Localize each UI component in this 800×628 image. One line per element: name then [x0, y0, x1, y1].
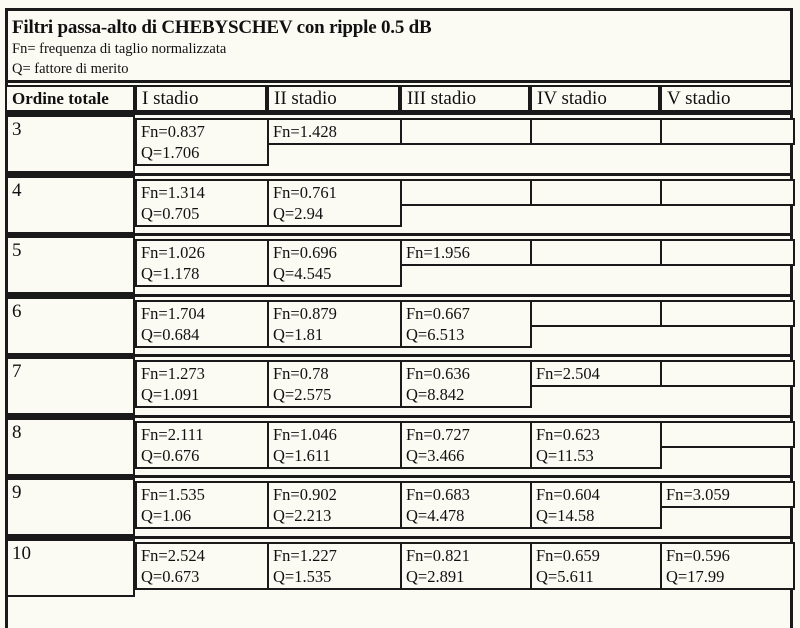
stage-cell	[135, 239, 269, 287]
stage-cell	[267, 421, 402, 469]
stage-cell	[530, 542, 662, 590]
row-order-label: 6	[5, 297, 135, 355]
q-value: Q=14.58	[536, 506, 595, 525]
q-value: Q=1.706	[141, 143, 200, 162]
q-value: Q=2.213	[273, 506, 332, 525]
fn-value: Fn=2.111	[141, 425, 204, 444]
q-value: Q=1.178	[141, 264, 200, 283]
q-value: Q=8.842	[406, 385, 465, 404]
stage-cell	[267, 300, 402, 348]
q-value: Q=1.611	[273, 446, 331, 465]
q-value: Q=17.99	[666, 567, 725, 586]
fn-value: Fn=0.667	[406, 304, 470, 323]
stage-cell	[135, 179, 269, 227]
q-value: Q=6.513	[406, 325, 465, 344]
stage-cell	[267, 239, 402, 287]
fn-value: Fn=0.902	[273, 485, 337, 504]
fn-value: Fn=1.026	[141, 243, 205, 262]
q-value: Q=0.705	[141, 204, 200, 223]
empty-stage-cell	[400, 179, 532, 206]
divider	[5, 80, 793, 83]
empty-stage-cell	[530, 239, 662, 266]
row-order-label: 5	[5, 236, 135, 294]
empty-stage-cell	[400, 118, 532, 145]
stage-cell	[135, 542, 269, 590]
fn-value: Fn=1.046	[273, 425, 337, 444]
row-order-label: 10	[5, 539, 135, 597]
stage-cell	[267, 542, 402, 590]
q-value: Q=0.684	[141, 325, 200, 344]
q-value: Q=11.53	[536, 446, 594, 465]
stage-cell	[135, 118, 269, 166]
fn-value: Fn=0.683	[406, 485, 470, 504]
q-value: Q=4.545	[273, 264, 332, 283]
q-value: Q=2.891	[406, 567, 465, 586]
q-value: Q=4.478	[406, 506, 465, 525]
fn-value: Fn=2.524	[141, 546, 205, 565]
fn-value: Fn=1.956	[406, 243, 470, 262]
stage-cell	[135, 360, 269, 408]
stage-cell	[400, 360, 532, 408]
q-value: Q=1.81	[273, 325, 324, 344]
q-value: Q=5.611	[536, 567, 594, 586]
q-value: Q=3.466	[406, 446, 465, 465]
fn-value: Fn=1.314	[141, 183, 205, 202]
q-value: Q=1.535	[273, 567, 332, 586]
fn-value: Fn=0.837	[141, 122, 205, 141]
stage-cell	[530, 481, 662, 529]
empty-stage-cell	[530, 300, 662, 327]
stage-cell	[400, 239, 532, 266]
stage-cell	[267, 360, 402, 408]
fn-value: Fn=1.704	[141, 304, 205, 323]
row-order-label: 7	[5, 357, 135, 415]
table-title: Filtri passa-alto di CHEBYSCHEV con ripple 0.5 dB	[12, 17, 432, 38]
row-order-label: 9	[5, 478, 135, 536]
stage-cell	[135, 300, 269, 348]
q-value: Q=1.06	[141, 506, 192, 525]
fn-value: Fn=2.504	[536, 364, 600, 383]
empty-stage-cell	[660, 118, 795, 145]
q-value: Q=2.575	[273, 385, 332, 404]
fn-value: Fn=1.273	[141, 364, 205, 383]
q-value: Q=0.673	[141, 567, 200, 586]
stage-cell	[530, 360, 662, 387]
fn-value: Fn=0.596	[666, 546, 730, 565]
stage-cell	[267, 481, 402, 529]
q-value: Q=1.091	[141, 385, 200, 404]
header-stadio-2: II stadio	[267, 85, 400, 112]
stage-cell	[400, 481, 532, 529]
empty-stage-cell	[660, 239, 795, 266]
fn-value: Fn=0.727	[406, 425, 470, 444]
stage-cell	[267, 118, 402, 145]
fn-value: Fn=0.659	[536, 546, 600, 565]
stage-cell	[267, 179, 402, 227]
stage-cell	[530, 421, 662, 469]
fn-value: Fn=0.761	[273, 183, 337, 202]
fn-value: Fn=0.821	[406, 546, 470, 565]
header-stadio-3: III stadio	[400, 85, 530, 112]
fn-value: Fn=1.227	[273, 546, 337, 565]
empty-stage-cell	[660, 421, 795, 448]
header-ordine-totale: Ordine totale	[5, 85, 135, 112]
row-order-label: 4	[5, 176, 135, 234]
q-value: Q=2.94	[273, 204, 324, 223]
legend-q: Q= fattore di merito	[12, 61, 129, 77]
header-stadio-1: I stadio	[135, 85, 267, 112]
fn-value: Fn=0.879	[273, 304, 337, 323]
fn-value: Fn=0.636	[406, 364, 470, 383]
header-stadio-4: IV stadio	[530, 85, 660, 112]
stage-cell	[400, 421, 532, 469]
fn-value: Fn=0.696	[273, 243, 337, 262]
title-block	[8, 11, 790, 81]
stage-cell	[135, 481, 269, 529]
header-stadio-5: V stadio	[660, 85, 793, 112]
fn-value: Fn=3.059	[666, 485, 730, 504]
row-order-label: 3	[5, 115, 135, 173]
fn-value: Fn=0.623	[536, 425, 600, 444]
empty-stage-cell	[660, 300, 795, 327]
stage-cell	[660, 542, 795, 590]
fn-value: Fn=0.78	[273, 364, 329, 383]
fn-value: Fn=1.428	[273, 122, 337, 141]
q-value: Q=0.676	[141, 446, 200, 465]
stage-cell	[135, 421, 269, 469]
stage-cell	[400, 542, 532, 590]
empty-stage-cell	[660, 360, 795, 387]
empty-stage-cell	[530, 118, 662, 145]
stage-cell	[400, 300, 532, 348]
row-order-label: 8	[5, 418, 135, 476]
fn-value: Fn=1.535	[141, 485, 205, 504]
empty-stage-cell	[660, 179, 795, 206]
fn-value: Fn=0.604	[536, 485, 600, 504]
stage-cell	[660, 481, 795, 508]
legend-fn: Fn= frequenza di taglio normalizzata	[12, 41, 227, 57]
empty-stage-cell	[530, 179, 662, 206]
